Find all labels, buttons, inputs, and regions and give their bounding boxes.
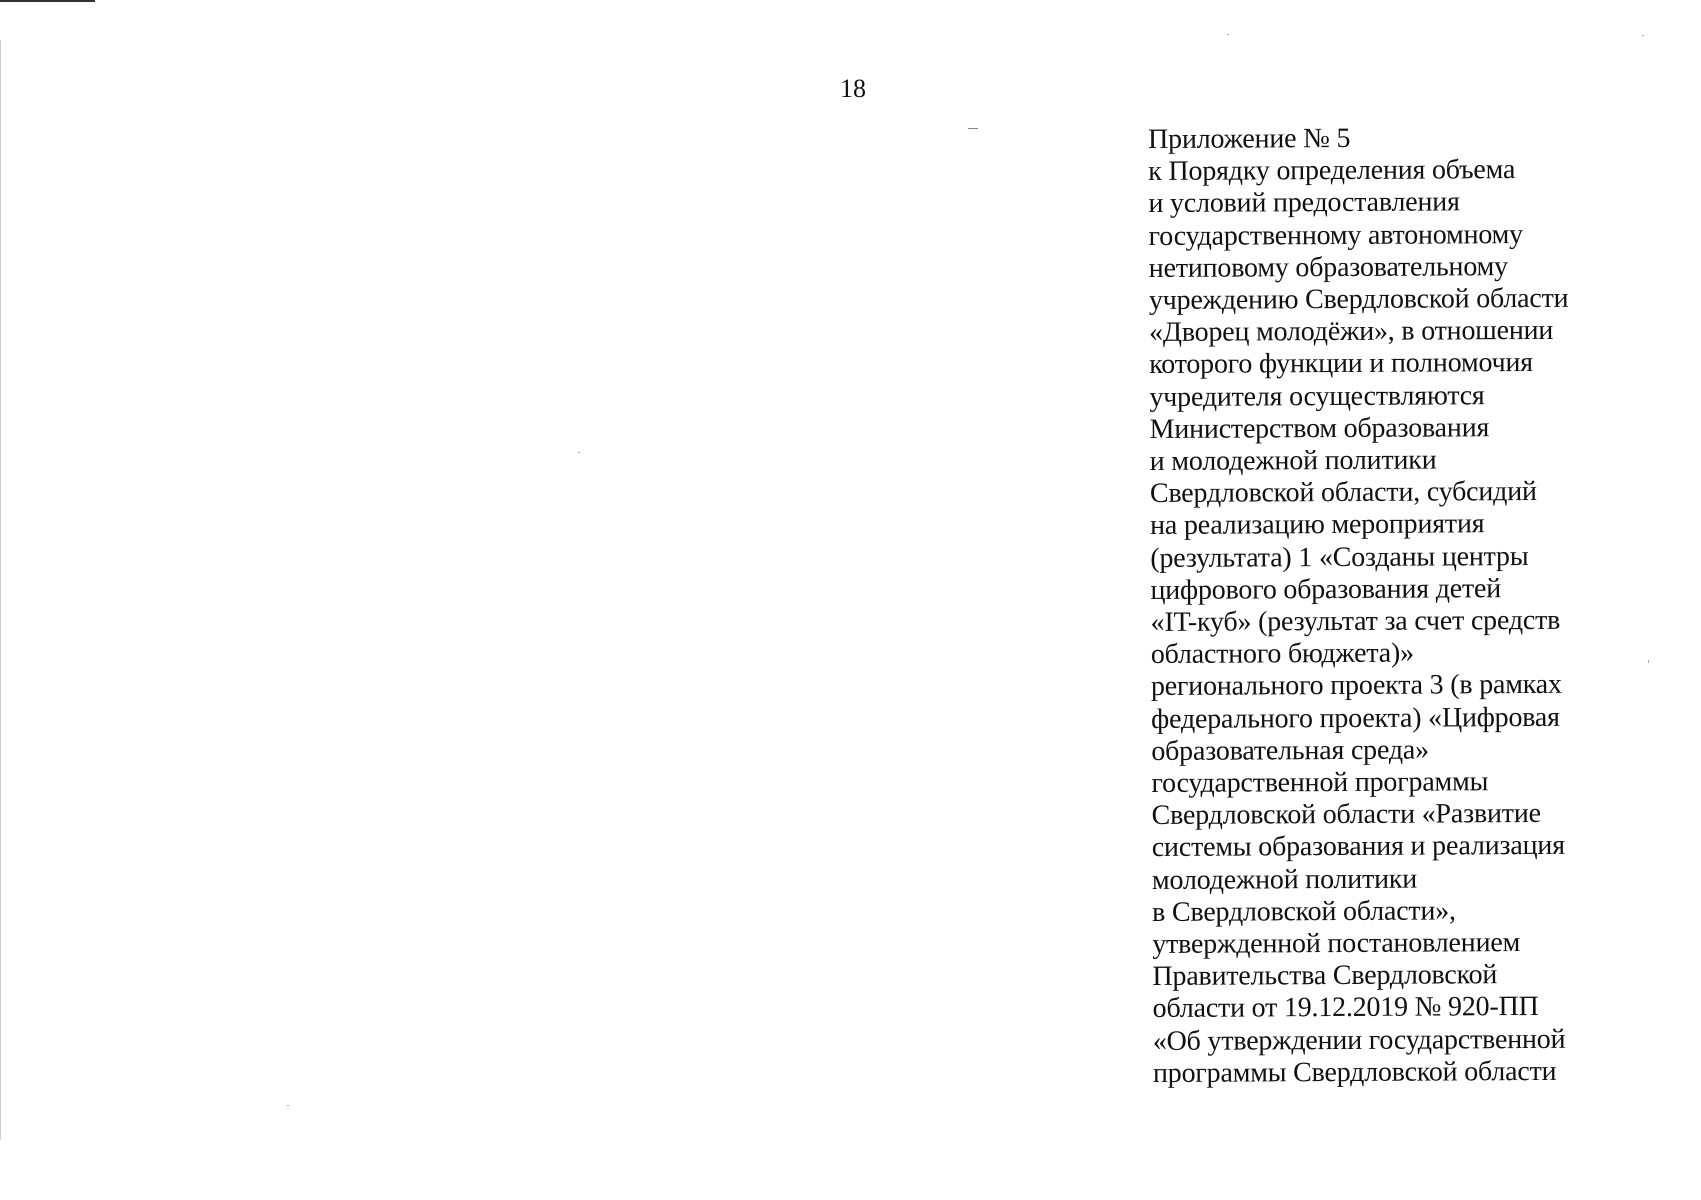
appendix-line: к Порядку определения объема <box>1148 154 1516 188</box>
appendix-line: федерального проекта) «Цифровая <box>1151 701 1560 735</box>
scan-artifact-left-edge <box>0 40 1 1140</box>
appendix-line: областного бюджета)» <box>1150 637 1414 671</box>
appendix-line: Свердловской области, субсидий <box>1149 476 1537 510</box>
appendix-line: утвержденной постановлением <box>1152 927 1521 961</box>
appendix-line: нетиповому образовательному <box>1148 250 1508 284</box>
appendix-line: государственному автономному <box>1148 218 1523 252</box>
appendix-line: на реализацию мероприятия <box>1150 508 1485 542</box>
appendix-line: образовательная среда» <box>1151 734 1429 767</box>
scan-artifact-dot <box>578 452 580 453</box>
appendix-line: Приложение № 5 <box>1148 122 1351 155</box>
appendix-line: системы образования и реализация <box>1151 830 1565 864</box>
appendix-line: которого функции и полномочия <box>1149 347 1533 381</box>
appendix-line: Министерством образования <box>1149 412 1490 445</box>
appendix-line: области от 19.12.2019 № 920-ПП <box>1152 991 1539 1025</box>
appendix-line: «Дворец молодёжи», в отношении <box>1149 315 1554 349</box>
appendix-line: учредителя осуществляются <box>1149 379 1485 413</box>
appendix-line: государственной программы <box>1151 766 1489 800</box>
appendix-line: Свердловской области «Развитие <box>1151 798 1541 832</box>
appendix-line: молодежной политики <box>1151 863 1418 896</box>
scan-artifact-dot <box>287 1105 289 1106</box>
appendix-line: и молодежной политики <box>1149 444 1437 478</box>
scan-artifact-dot <box>1227 34 1229 35</box>
appendix-line: и условий предоставления <box>1148 186 1460 220</box>
appendix-line: программы Свердловской области <box>1152 1055 1557 1089</box>
scan-artifact-dot <box>968 128 978 129</box>
appendix-line: «Об утверждении государственной <box>1152 1023 1566 1057</box>
appendix-line: «IT-куб» (результат за счет средств <box>1150 604 1561 639</box>
appendix-line: регионального проекта 3 (в рамках <box>1150 669 1562 703</box>
appendix-line: в Свердловской области», <box>1152 895 1456 928</box>
appendix-line: учреждению Свердловской области <box>1148 282 1569 317</box>
appendix-header-block <box>1148 121 1673 1090</box>
page-number: 18 <box>840 74 866 103</box>
scan-artifact-dot <box>1642 35 1644 36</box>
appendix-line: цифрового образования детей <box>1150 573 1502 606</box>
appendix-line: (результата) 1 «Созданы центры <box>1150 540 1529 574</box>
scan-artifact-top-left <box>0 0 95 2</box>
appendix-line: Правительства Свердловской <box>1152 959 1498 993</box>
